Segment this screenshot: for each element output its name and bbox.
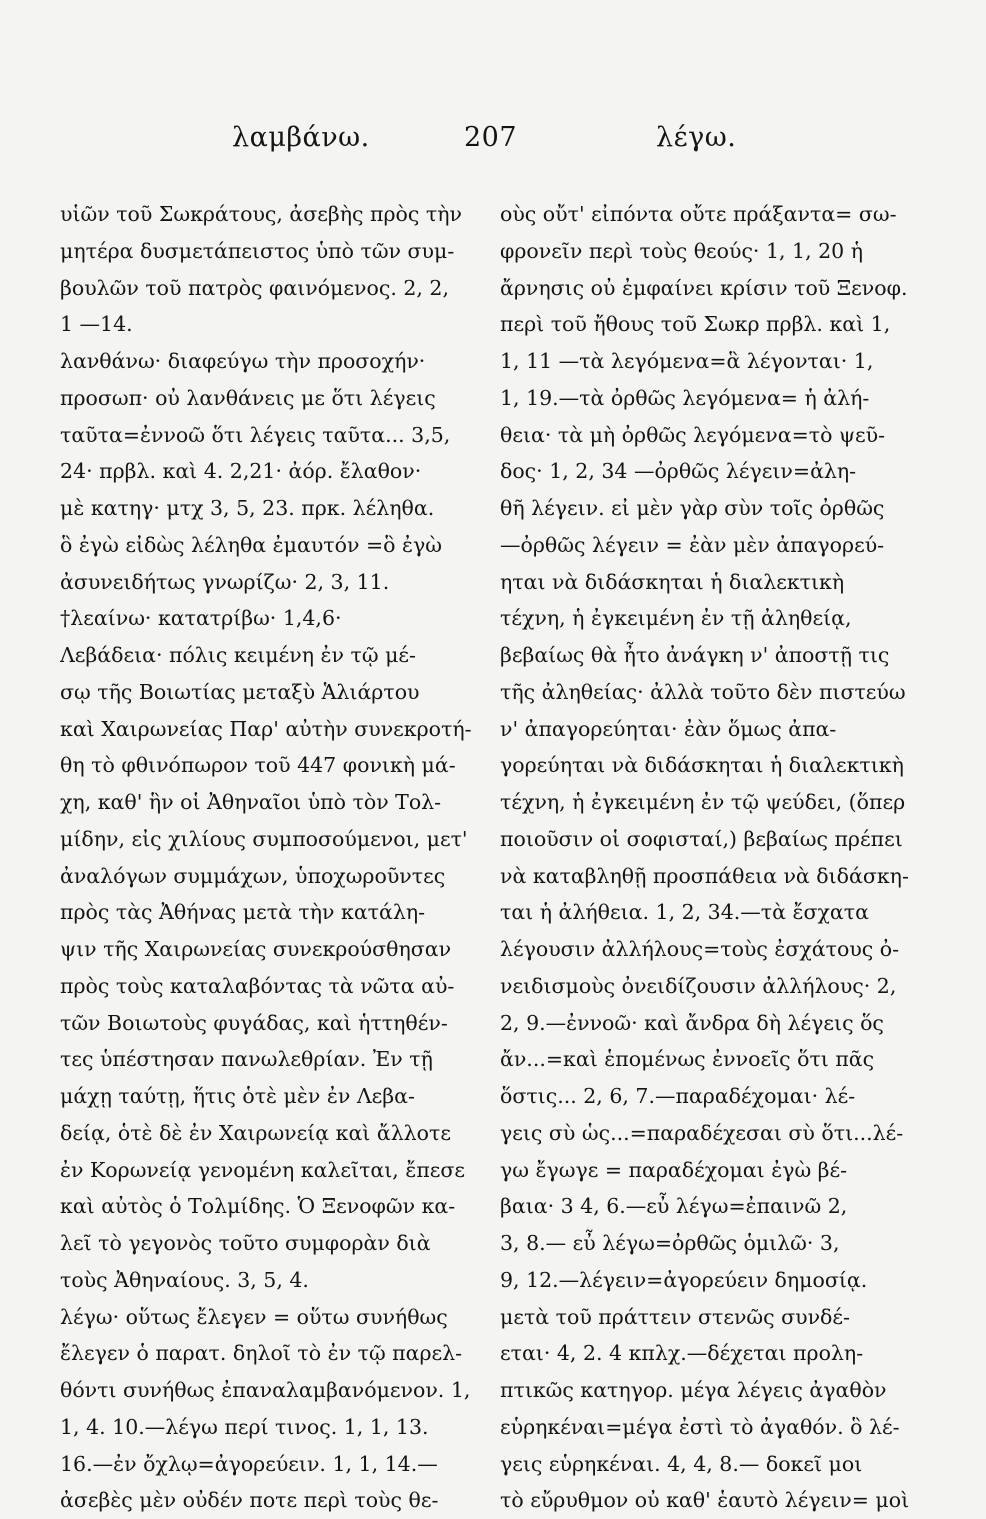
text-line: ὃ ἐγὼ εἰδὼς λέληθα ἐμαυτόν =ὃ ἐγὼ bbox=[60, 532, 442, 557]
text-line: καὶ Χαιρωνείας Παρ' αὐτὴν συνεκροτή- bbox=[60, 716, 472, 741]
text-line: νειδισμοὺς ὀνειδίζουσιν ἀλλήλους· 2, bbox=[500, 973, 897, 998]
text-line: γορεύηται νὰ διδάσκηται ἡ διαλεκτικὴ bbox=[500, 753, 904, 778]
text-line: μὲ κατηγ· μτχ 3, 5, 23. πρκ. λέληθα. bbox=[60, 496, 435, 520]
text-line: †λεαίνω· κατατρίβω· 1,4,6· bbox=[60, 606, 342, 631]
text-line: λανθάνω· διαφεύγω τὴν προσοχήν· bbox=[60, 349, 426, 373]
text-line: τέχνη, ἡ ἐγκειμένη ἐν τῷ ψεύδει, (ὅπερ bbox=[500, 790, 906, 814]
text-line: μάχῃ ταύτῃ, ἥτις ὁτὲ μὲν ἐν Λεβα- bbox=[60, 1084, 415, 1108]
text-line: 1, 19.—τὰ ὀρθῶς λεγόμενα= ἡ ἀλή- bbox=[500, 385, 870, 410]
text-line: 16.—ἐν ὄχλῳ=ἀγορεύειν. 1, 1, 14.— bbox=[60, 1451, 438, 1476]
running-header bbox=[0, 122, 986, 162]
text-line: λεῖ τὸ γεγονὸς τοῦτο συμφορὰν διὰ bbox=[60, 1231, 431, 1255]
text-line: δείᾳ, ὁτὲ δὲ ἐν Χαιρωνείᾳ καὶ ἄλλοτε bbox=[60, 1120, 451, 1145]
text-line: βαια· 3 4, 6.—εὖ λέγω=ἐπαινῶ 2, bbox=[500, 1194, 848, 1219]
text-line: πρὸς τοὺς καταλαβόντας τὰ νῶτα αὐ- bbox=[60, 973, 455, 998]
text-line: ἀσυνειδήτως γνωρίζω· 2, 3, 11. bbox=[60, 569, 390, 594]
text-line: γεις εὑρηκέναι. 4, 4, 8.— δοκεῖ μοι bbox=[500, 1451, 863, 1476]
text-line: βουλῶν τοῦ πατρὸς φαινόμενος. 2, 2, bbox=[60, 275, 449, 300]
text-line: τοὺς Ἀθηναίους. 3, 5, 4. bbox=[60, 1267, 309, 1292]
text-line: ἐν Κορωνείᾳ γενομένη καλεῖται, ἔπεσε bbox=[60, 1157, 466, 1182]
text-line: τῆς ἀληθείας· ἀλλὰ τοῦτο δὲν πιστεύω bbox=[500, 679, 906, 704]
text-line: θεια· τὰ μὴ ὀρθῶς λεγόμενα=τὸ ψεῦ- bbox=[500, 422, 886, 447]
text-line: 24· πρβλ. καὶ 4. 2,21· ἀόρ. ἔλαθον· bbox=[60, 459, 422, 484]
text-line: γεις σὺ ὡς...=παραδέχεσαι σὺ ὅτι...λέ- bbox=[500, 1120, 904, 1145]
text-line: ται ἡ ἀλήθεια. 1, 2, 34.—τὰ ἔσχατα bbox=[500, 900, 869, 925]
text-line: μητέρα δυσμετάπειστος ὑπὸ τῶν συμ- bbox=[60, 238, 455, 263]
text-line: Λεβάδεια· πόλις κειμένη ἐν τῷ μέ- bbox=[60, 643, 416, 667]
text-line: πρὸς τὰς Ἀθήνας μετὰ τὴν κατάλη- bbox=[60, 900, 426, 925]
text-line: λέγω· οὕτως ἔλεγεν = οὕτω συνήθως bbox=[60, 1304, 448, 1329]
header-right-guide-word: λέγω. bbox=[656, 122, 737, 153]
text-line: ὅστις... 2, 6, 7.—παραδέχομαι· λέ- bbox=[500, 1084, 856, 1108]
page-number: 207 bbox=[464, 122, 518, 153]
text-line: οὺς οὔτ' εἰπόντα οὔτε πράξαντα= σω- bbox=[500, 202, 897, 226]
text-line: ἀσεβὲς μὲν οὐδέν ποτε περὶ τοὺς θε- bbox=[60, 1488, 439, 1513]
left-text-column bbox=[60, 196, 492, 1519]
text-line: προσωπ· οὐ λανθάνεις με ὅτι λέγεις bbox=[60, 385, 436, 410]
text-line: —ὀρθῶς λέγειν = ἐὰν μὲν ἀπαγορεύ- bbox=[500, 532, 885, 557]
text-line: θη τὸ φθινόπωρον τοῦ 447 φονικὴ μά- bbox=[60, 753, 456, 778]
text-line: βεβαίως θὰ ἦτο ἀνάγκη ν' ἀποστῇ τις bbox=[500, 643, 890, 667]
text-line: περὶ τοῦ ἤθους τοῦ Σωκρ πρβλ. καὶ 1, bbox=[500, 312, 891, 337]
text-line: ἄρνησις οὐ ἐμφαίνει κρίσιν τοῦ Ξενοφ. bbox=[500, 275, 908, 300]
text-line: ταῦτα=ἐννοῶ ὅτι λέγεις ταῦτα... 3,5, bbox=[60, 422, 451, 447]
text-line: νὰ καταβληθῇ προσπάθεια νὰ διδάσκη- bbox=[500, 863, 909, 888]
text-line: καὶ αὐτὸς ὁ Τολμίδης. Ὁ Ξενοφῶν κα- bbox=[60, 1194, 456, 1219]
text-line: δος· 1, 2, 34 —ὀρθῶς λέγειν=ἀλη- bbox=[500, 459, 857, 484]
text-line: πτικῶς κατηγορ. μέγα λέγεις ἀγαθὸν bbox=[500, 1378, 887, 1402]
text-line: 9, 12.—λέγειν=ἀγορεύειν δημοσίᾳ. bbox=[500, 1267, 868, 1292]
text-line: μετὰ τοῦ πράττειν στενῶς συνδέ- bbox=[500, 1304, 850, 1329]
text-line: 1 —14. bbox=[60, 312, 133, 337]
text-line: 1, 11 —τὰ λεγόμενα=ἃ λέγονται· 1, bbox=[500, 349, 874, 373]
text-line: ἄν...=καὶ ἑπομένως ἐννοεῖς ὅτι πᾶς bbox=[500, 1047, 875, 1072]
text-line: τὸ εὔρυθμον οὐ καθ' ἑαυτὸ λέγειν= μοὶ bbox=[500, 1488, 910, 1513]
text-line: 1, 4. 10.—λέγω περί τινος. 1, 1, 13. bbox=[60, 1414, 429, 1439]
text-line: ψιν τῆς Χαιρωνείας συνεκρούσθησαν bbox=[60, 937, 452, 961]
text-line: 2, 9.—ἐννοῶ· καὶ ἄνδρα δὴ λέγεις ὅς bbox=[500, 1010, 884, 1035]
header-left-guide-word: λαμβάνω. bbox=[232, 122, 370, 153]
text-line: φρονεῖν περὶ τοὺς θεούς· 1, 1, 20 ἡ bbox=[500, 238, 864, 263]
text-line: ηται νὰ διδάσκηται ἡ διαλεκτικὴ bbox=[500, 569, 845, 594]
text-line: εται· 4, 2. 4 κπλχ.—δέχεται προλη- bbox=[500, 1341, 864, 1366]
text-line: μίδην, εἰς χιλίους συμποσούμενοι, μετ' bbox=[60, 826, 468, 851]
text-line: τες ὑπέστησαν πανωλεθρίαν. Ἐν τῇ bbox=[60, 1047, 433, 1072]
text-line: σῳ τῆς Βοιωτίας μεταξὺ Ἁλιάρτου bbox=[60, 679, 420, 704]
text-line: ἀναλόγων συμμάχων, ὑποχωροῦντες bbox=[60, 863, 446, 888]
text-line: τῶν Βοιωτοὺς φυγάδας, καὶ ἡττηθέν- bbox=[60, 1010, 448, 1035]
text-line: λέγουσιν ἀλλήλους=τοὺς ἐσχάτους ὀ- bbox=[500, 937, 900, 961]
text-line: θῆ λέγειν. εἰ μὲν γὰρ σὺν τοῖς ὀρθῶς bbox=[500, 496, 885, 520]
text-line: ποιοῦσιν οἱ σοφισταί,) βεβαίως πρέπει bbox=[500, 826, 903, 851]
text-line: εὑρηκέναι=μέγα ἐστὶ τὸ ἀγαθόν. ὃ λέ- bbox=[500, 1414, 900, 1439]
text-line: θόντι συνήθως ἐπαναλαμβανόμενον. 1, bbox=[60, 1378, 471, 1402]
text-line: τέχνη, ἡ ἐγκειμένη ἐν τῇ ἀληθείᾳ, bbox=[500, 606, 852, 631]
text-line: χη, καθ' ἣν οἱ Ἀθηναῖοι ὑπὸ τὸν Τολ- bbox=[60, 790, 442, 814]
right-text-column bbox=[500, 196, 936, 1519]
text-line: 3, 8.— εὖ λέγω=ὀρθῶς ὁμιλῶ· 3, bbox=[500, 1231, 840, 1255]
text-line: ν' ἀπαγορεύηται· ἐὰν ὅμως ἀπα- bbox=[500, 716, 837, 741]
text-line: υἱῶν τοῦ Σωκράτους, ἀσεβὴς πρὸς τὴν bbox=[60, 202, 462, 226]
text-line: γω ἔγωγε = παραδέχομαι ἐγὼ βέ- bbox=[500, 1157, 848, 1182]
text-line: ἔλεγεν ὁ παρατ. δηλοῖ τὸ ἐν τῷ παρελ- bbox=[60, 1341, 463, 1366]
